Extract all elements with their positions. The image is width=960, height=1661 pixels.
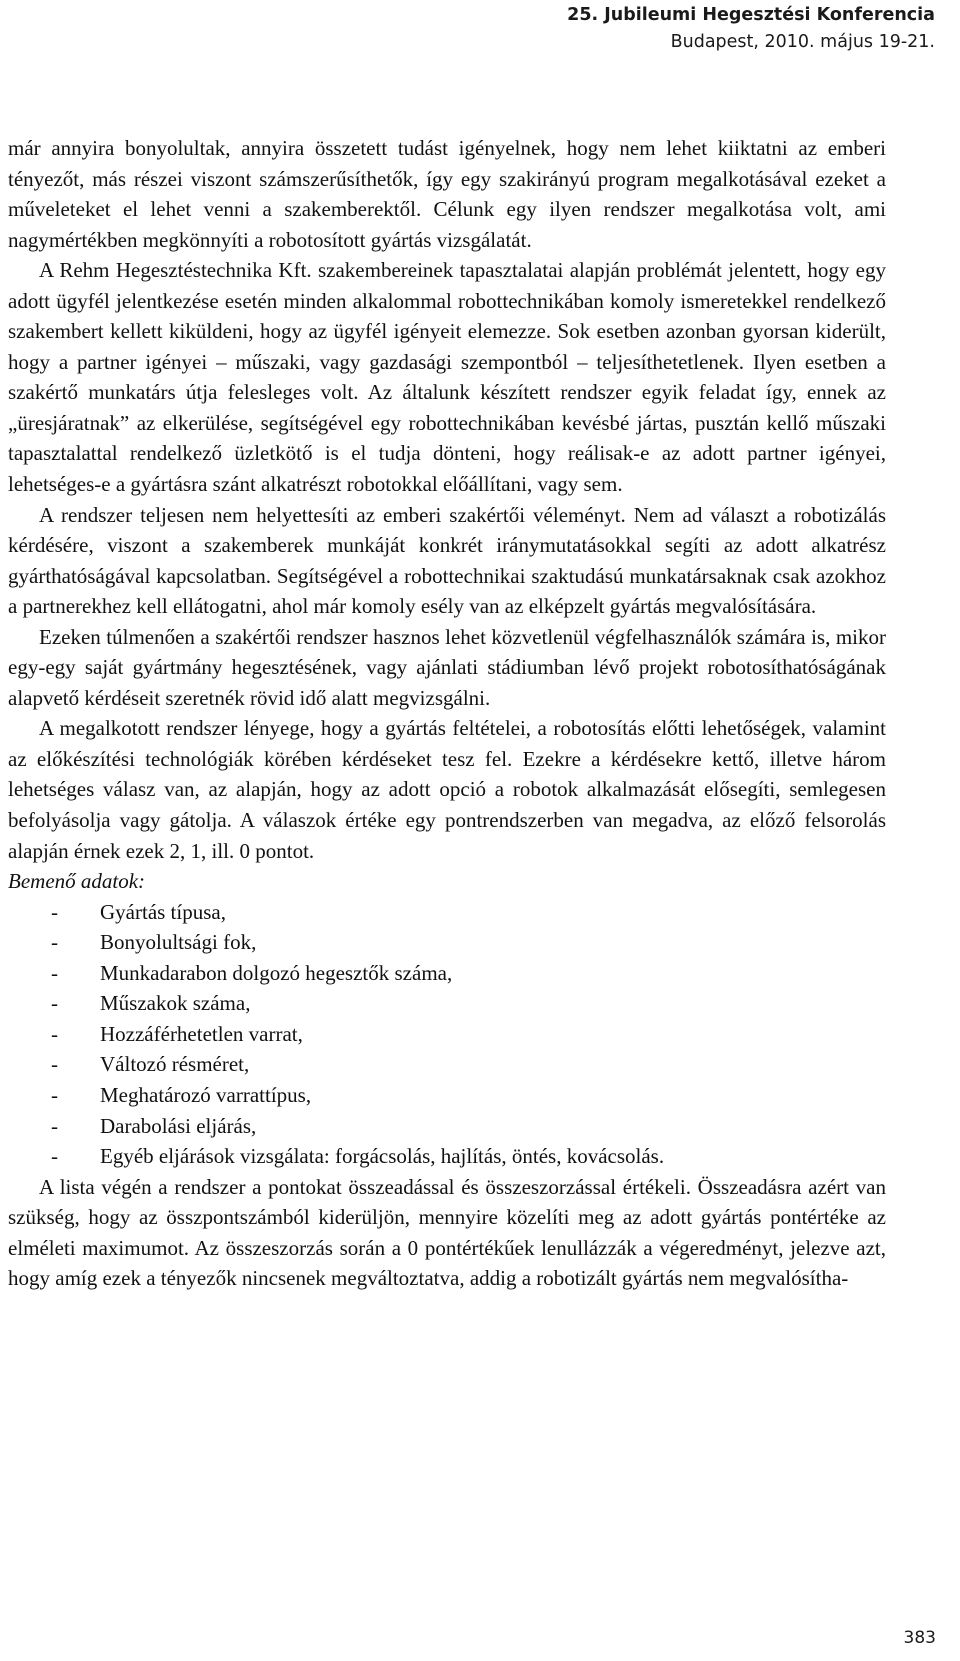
conference-title: 25. Jubileumi Hegesztési Konferencia <box>567 5 935 25</box>
list-item: - Darabolási eljárás, <box>51 1113 257 1138</box>
paragraph-3: A rendszer teljesen nem helyettesíti az emberi szakértői véleményt. Nem ad választ a robotizálás kérdésére, viszont a szakemberek munkáját konkrét iránymutatásokkal segíti az adott alkatrész gyárthatóságával kapcsolatban. Segítségével a robottechnikai szaktudású munkatársaknak csak azokhoz a partnerekhez kell ellátogatni, ahol már komoly esély van az elképzelt gyártás megvalósítására. <box>8 502 886 619</box>
list-item: - Munkadarabon dolgozó hegesztők száma, <box>51 960 453 985</box>
closing-paragraph: A lista végén a rendszer a pontokat összeadással és összeszorzással értékeli. Összeadásra azért van szükség, hogy az összpontszámból kiderüljön, mennyire közelíti meg az adott gyártás pontértéke az elméleti maximumot. Az összeszorzás során a 0 pontértékűek lenullázzák a végeredményt, jelezve azt, hogy amíg ezek a tényezők nincsenek megváltoztatva, addig a robotizált gyártás nem megvalósítha- <box>8 1174 886 1291</box>
list-item: - Változó résméret, <box>51 1052 250 1077</box>
article-body <box>8 133 886 1294</box>
paragraph-1: már annyira bonyolultak, annyira összetett tudást igényelnek, hogy nem lehet kiiktatni az emberi tényezőt, más részei viszont számszerűsíthetők, így egy szakirányú program megalkotásával ezeket a műveleteket el lehet venni a szakemberektől. Célunk egy ilyen rendszer megalkotása volt, ami nagymértékben megkönnyíti a robotosított gyártás vizsgálatát. <box>8 136 886 252</box>
inputs-list <box>8 897 886 1172</box>
list-item: - Gyártás típusa, <box>51 899 226 924</box>
list-item: - Bonyolultsági fok, <box>51 930 257 955</box>
page-header <box>567 2 935 56</box>
list-item: - Meghatározó varrattípus, <box>51 1082 312 1107</box>
paragraph-5: A megalkotott rendszer lényege, hogy a gyártás feltételei, a robotosítás előtti lehetőségek, valamint az előkészítési technológiák körében kérdéseket tesz fel. Ezekre a kérdésekre kettő, illetve három lehetséges válasz van, az alapján, hogy az adott opció a robotok alkalmazását elősegíti, semlegesen befolyásolja vagy gátolja. A válaszok értéke egy pontrendszerben van megadva, az előző felsorolás alapján érnek ezek 2, 1, ill. 0 pontot. <box>8 716 886 863</box>
page-number: 383 <box>903 1628 936 1648</box>
list-item: - Egyéb eljárások vizsgálata: forgácsolás, hajlítás, öntés, kovácsolás. <box>51 1144 665 1169</box>
inputs-heading: Bemenő adatok: <box>8 869 146 894</box>
list-item: - Műszakok száma, <box>51 991 251 1016</box>
list-item: - Hozzáférhetetlen varrat, <box>51 1021 303 1046</box>
paragraph-4: Ezeken túlmenően a szakértői rendszer hasznos lehet közvetlenül végfelhasználók számára is, mikor egy-egy saját gyártmány hegesztésének, vagy ajánlati stádiumban lévő projekt robotosíthatóságának alapvető kérdéseit szeretnék rövid idő alatt megvizsgálni. <box>8 624 886 710</box>
paragraph-2: A Rehm Hegesztéstechnika Kft. szakembereinek tapasztalatai alapján problémát jelentett, hogy egy adott ügyfél jelentkezése esetén minden alkalommal robottechnikában komoly ismeretekkel rendelkező szakembert kellett kiküldeni, hogy az ügyfél igényeit elemezze. Sok esetben azonban gyorsan kiderült, hogy a partner igényei – műszaki, vagy gazdasági szempontból – teljesíthetetlenek. Ilyen esetben a szakértő munkatárs útja felesleges volt. Az általunk készített rendszer egyik feladat így, ennek az „üresjáratnak” az elkerülése, segítségével egy robottechnikában kevésbé jártas, pusztán kellő műszaki tapasztalattal rendelkező üzletkötő is el tudja dönteni, hogy reálisak-e az adott partner igényei, lehetséges-e a gyártásra szánt alkatrészt robotokkal előállítani, vagy sem. <box>8 258 886 497</box>
conference-place-date: Budapest, 2010. május 19-21. <box>670 32 935 52</box>
